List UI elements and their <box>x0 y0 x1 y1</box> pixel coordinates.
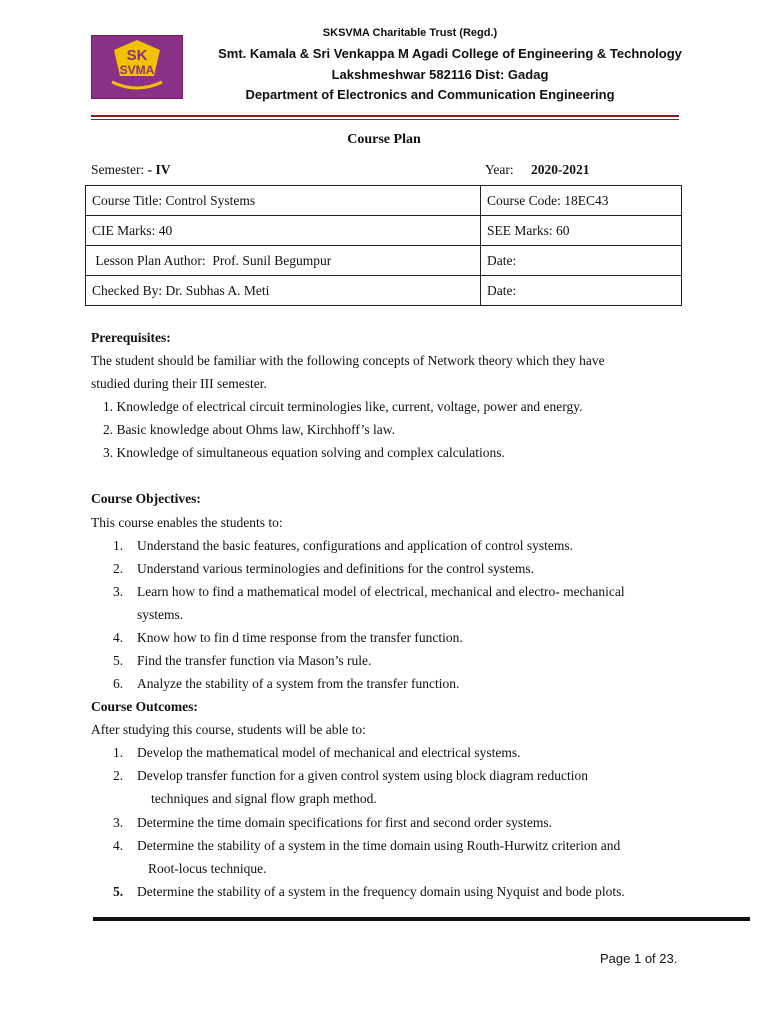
checked-by-cell: Checked By: Dr. Subhas A. Meti <box>86 276 481 306</box>
outcome-text: Develop transfer function for a given control system using block diagram reduction <box>137 768 588 783</box>
document-title: Course Plan <box>347 132 421 147</box>
objective-text: Know how to fin d time response from the transfer function. <box>137 630 463 645</box>
objective-number: 5. <box>113 653 124 668</box>
author-cell: Lesson Plan Author: Prof. Sunil Begumpur <box>86 246 481 276</box>
table-row <box>86 246 682 276</box>
objective-number: 2. <box>113 561 124 576</box>
outcomes-intro: After studying this course, students will be able to: <box>91 722 366 737</box>
course-code-cell: Course Code: 18EC43 <box>481 186 682 216</box>
outcome-text-continued: techniques and signal flow graph method. <box>151 791 377 806</box>
table-row <box>86 276 682 306</box>
author-date-cell: Date: <box>481 246 682 276</box>
course-title-cell: Course Title: Control Systems <box>86 186 481 216</box>
prerequisites-heading: Prerequisites: <box>91 330 171 345</box>
year-label: Year: <box>485 162 514 177</box>
prerequisites-intro-line: The student should be familiar with the following concepts of Network theory which they have <box>91 353 605 368</box>
outcome-number: 3. <box>113 815 124 830</box>
see-marks-cell: SEE Marks: 60 <box>481 216 682 246</box>
semester-label: Semester: <box>91 162 145 177</box>
course-info-table <box>85 185 682 306</box>
objective-number: 3. <box>113 584 124 599</box>
logo-text-bottom: SVMA <box>119 63 155 77</box>
outcome-text: Determine the stability of a system in the frequency domain using Nyquist and bode plots. <box>137 884 625 899</box>
table-row <box>86 186 682 216</box>
outcome-text: Determine the time domain specifications for first and second order systems. <box>137 815 553 830</box>
prerequisite-item: 1. Knowledge of electrical circuit terminologies like, current, voltage, power and energy. <box>103 399 583 414</box>
year-line <box>485 162 590 178</box>
cie-marks-cell: CIE Marks: 40 <box>86 216 481 246</box>
college-address: Lakshmeshwar 582116 Dist: Gadag <box>331 67 549 82</box>
outcome-number: 4. <box>113 838 124 853</box>
prerequisite-item: 2. Basic knowledge about Ohms law, Kirchhoff’s law. <box>103 422 395 437</box>
department-name: Department of Electronics and Communication Engineering <box>245 87 615 102</box>
outcome-number: 5. <box>113 884 124 899</box>
college-name: Smt. Kamala & Sri Venkappa M Agadi College of Engineering & Technology <box>218 46 682 61</box>
objective-text: Find the transfer function via Mason’s rule. <box>137 653 372 668</box>
objectives-heading: Course Objectives: <box>91 491 201 506</box>
objectives-intro: This course enables the students to: <box>91 515 283 530</box>
prerequisite-item: 3. Knowledge of simultaneous equation solving and complex calculations. <box>103 445 505 460</box>
table-row <box>86 216 682 246</box>
outcome-text: Determine the stability of a system in the time domain using Routh-Hurwitz criterion and <box>137 838 621 853</box>
header-divider <box>91 115 679 117</box>
objective-text: Understand the basic features, configurations and application of control systems. <box>137 538 574 553</box>
outcome-number: 1. <box>113 745 124 760</box>
objective-text-continued: systems. <box>137 607 184 622</box>
logo-text-top: SK <box>126 47 148 64</box>
outcome-text: Develop the mathematical model of mechanical and electrical systems. <box>137 745 521 760</box>
semester-value: - IV <box>147 162 171 177</box>
page-number: Page 1 of 23. <box>600 951 678 966</box>
prerequisites-intro-line: studied during their III semester. <box>91 376 267 391</box>
outcome-text-continued: Root-locus technique. <box>148 861 267 876</box>
footer-divider <box>93 917 750 921</box>
objective-number: 1. <box>113 538 124 553</box>
objective-text: Analyze the stability of a system from the transfer function. <box>137 676 460 691</box>
trust-name: SKSVMA Charitable Trust (Regd.) <box>322 27 498 39</box>
checked-date-cell: Date: <box>481 276 682 306</box>
outcome-number: 2. <box>113 768 124 783</box>
year-value: 2020-2021 <box>531 162 590 177</box>
semester-line <box>91 162 171 178</box>
objective-text: Understand various terminologies and definitions for the control systems. <box>137 561 535 576</box>
header-divider-thin <box>91 119 679 120</box>
objective-number: 4. <box>113 630 124 645</box>
outcomes-heading: Course Outcomes: <box>91 699 198 714</box>
objective-number: 6. <box>113 676 124 691</box>
objective-text: Learn how to find a mathematical model of electrical, mechanical and electro- mechanical <box>137 584 625 599</box>
